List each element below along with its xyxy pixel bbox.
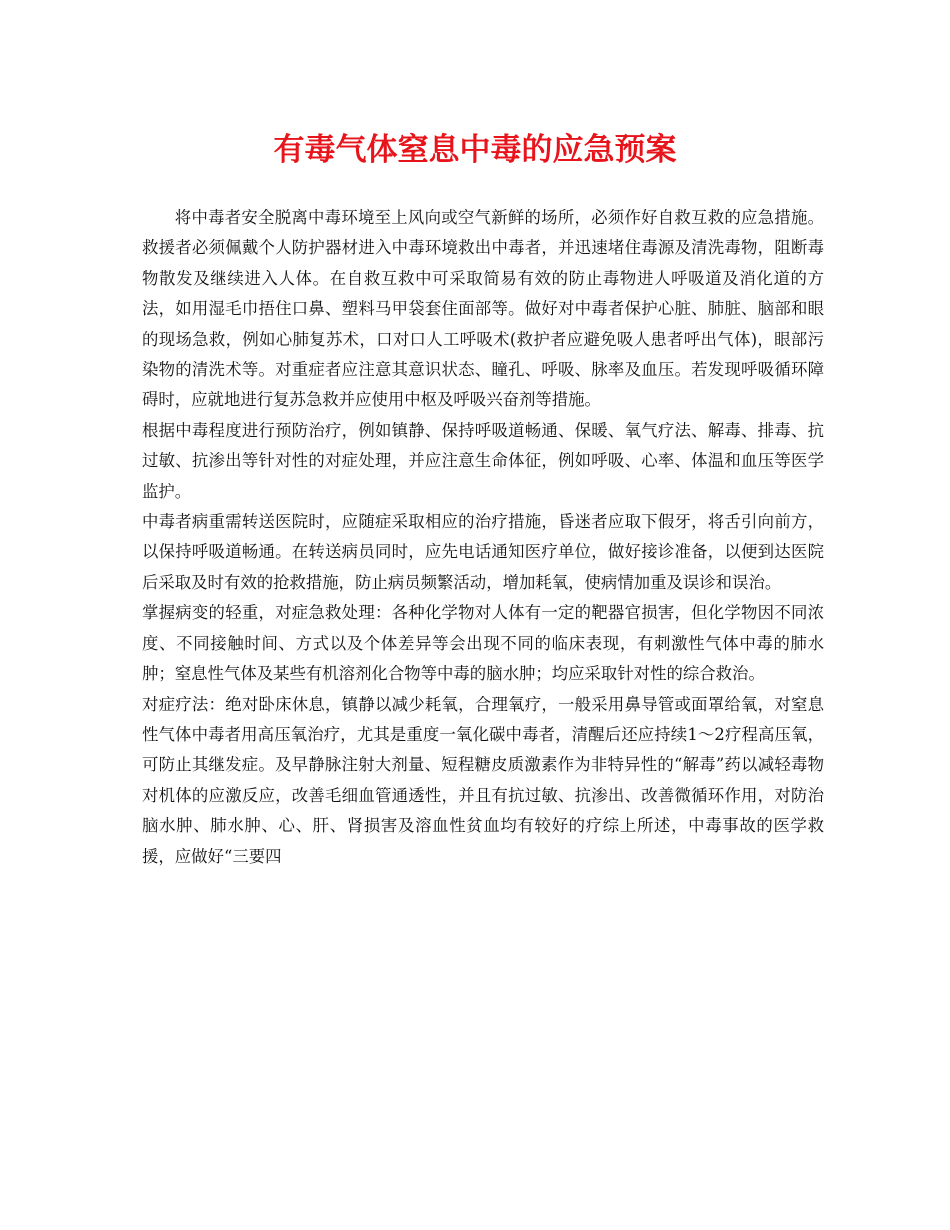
paragraph-5: 对症疗法：绝对卧床休息，镇静以减少耗氧，合理氧疗，一般采用鼻导管或面罩给氧，对窒息性气体中毒者用高压氧治疗，尤其是重度一氧化碳中毒者，清醒后还应持续1～2疗程高压氧，可防止其继发症。及早静脉注射大剂量、短程糖皮质激素作为非特异性的“解毒”药以减轻毒物对机体的应激反应，改善毛细血管通透性，并且有抗过敏、抗渗出、改善微循环作用，对防治脑水肿、肺水肿、心、肝、肾损害及溶血性贫血均有较好的疗综上所述，中毒事故的医学救援，应做好“三要四 [142,694,824,866]
paragraph-1: 将中毒者安全脱离中毒环境至上风向或空气新鲜的场所，必须作好自救互救的应急措施。救援者必须佩戴个人防护器材进入中毒环境救出中毒者，并迅速堵住毒源及清洗毒物，阻断毒物散发及继续进入人体。在自救互救中可采取简易有效的防止毒物进人呼吸道及消化道的方法，如用湿毛巾捂住口鼻、塑料马甲袋套住面部等。做好对中毒者保护心脏、肺脏、脑部和眼的现场急救，例如心肺复苏术，口对口人工呼吸术(救护者应避免吸人患者呼出气体)，眼部污染物的清洗术等。对重症者应注意其意识状态、瞳孔、呼吸、脉率及血压。若发现呼吸循环障碍时，应就地进行复苏急救并应使用中枢及呼吸兴奋剂等措施。 [142,208,824,410]
document-body [142,203,824,872]
paragraph-2: 根据中毒程度进行预防治疗，例如镇静、保持呼吸道畅通、保暖、氧气疗法、解毒、排毒、抗过敏、抗渗出等针对性的对症处理，并应注意生命体征，例如呼吸、心率、体温和血压等医学监护。 [142,420,824,501]
paragraph-3: 中毒者病重需转送医院时，应随症采取相应的治疗措施，昏迷者应取下假牙，将舌引向前方，以保持呼吸道畅通。在转送病员同时，应先电话通知医疗单位，做好接诊准备，以便到达医院后采取及时有效的抢救措施，防止病员频繁活动，增加耗氧，使病情加重及误诊和误治。 [142,512,824,592]
paragraph-4: 掌握病变的轻重，对症急救处理：各种化学物对人体有一定的靶器官损害，但化学物因不同浓度、不同接触时间、方式以及个体差异等会出现不同的临床表现，有刺激性气体中毒的肺水肿；窒息性气体及某些有机溶剂化合物等中毒的脑水肿；均应采取针对性的综合救治。 [142,603,824,684]
page-title: 有毒气体窒息中毒的应急预案 [273,132,677,168]
